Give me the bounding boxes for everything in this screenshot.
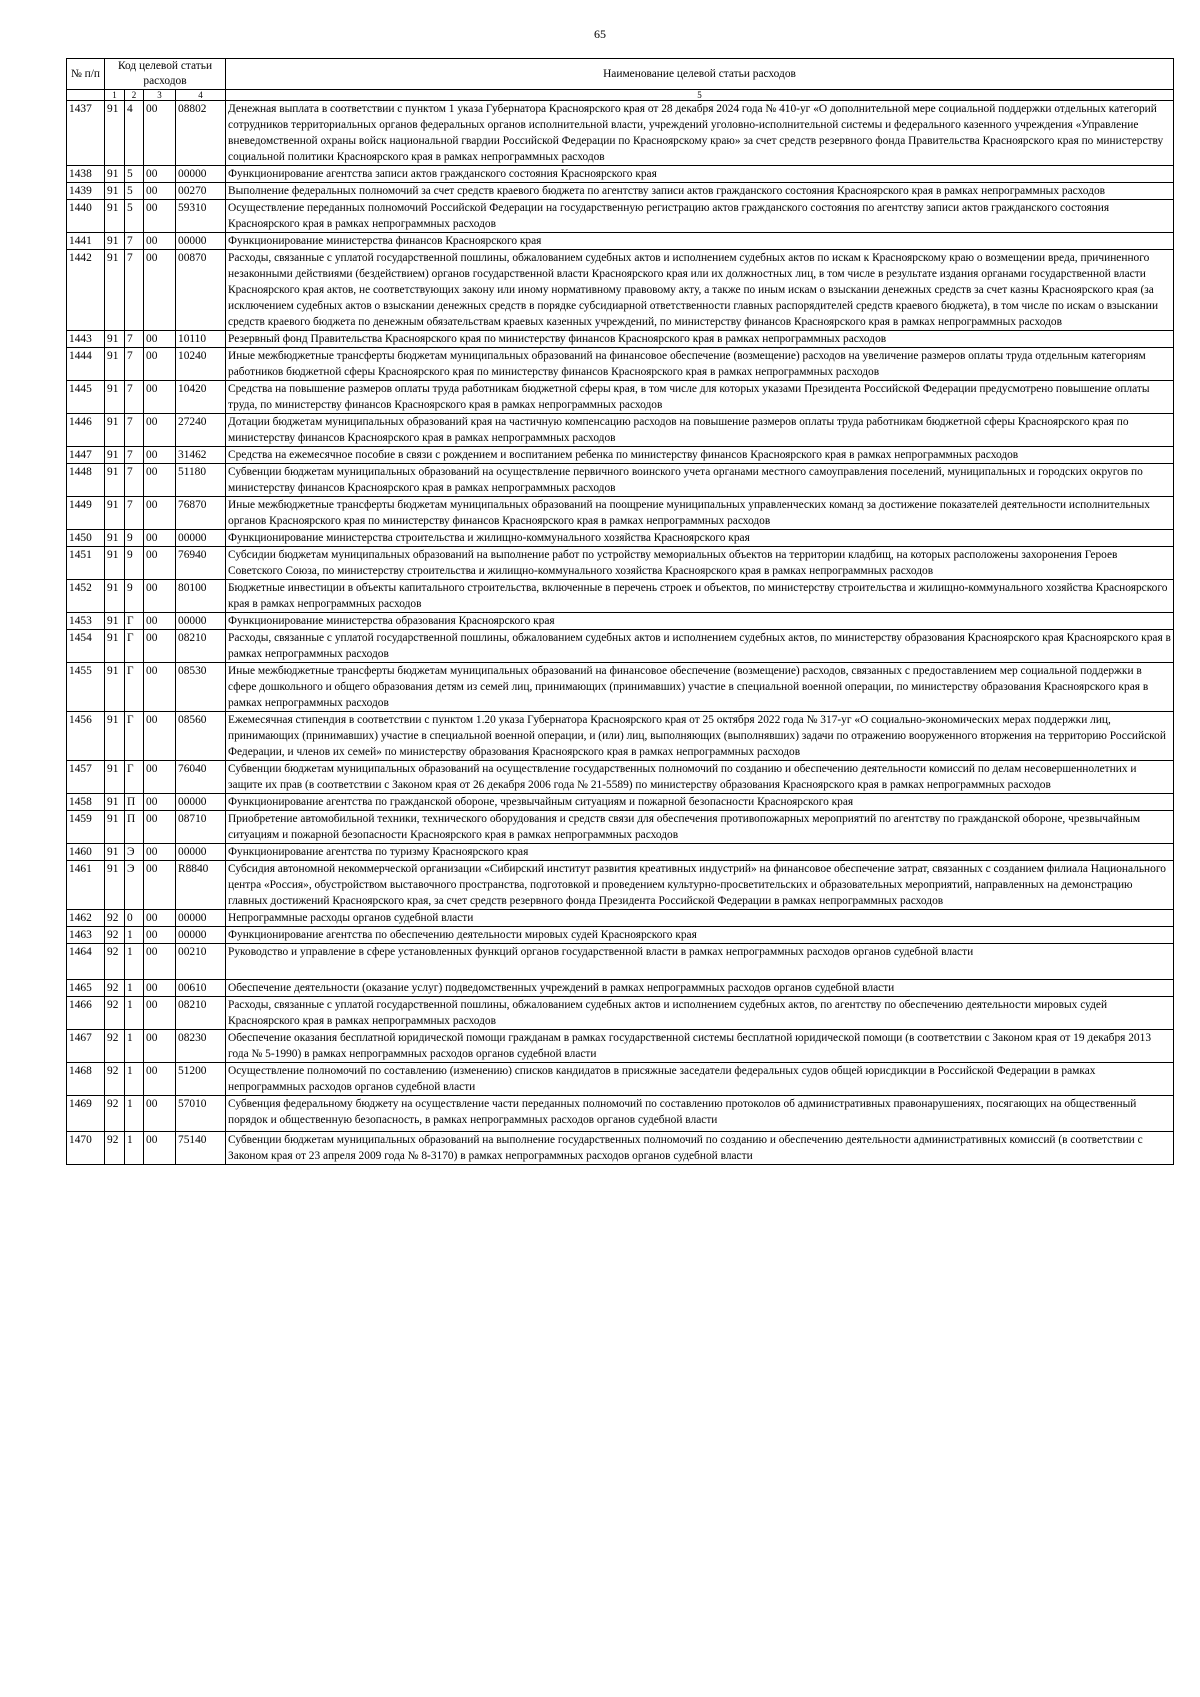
row-number-cell: 1459 xyxy=(67,811,105,844)
col-number: 1 xyxy=(105,90,125,101)
row-name-cell: Обеспечение деятельности (оказание услуг) подведомственных учреждений в рамках непрограммных расходов органов судебной власти xyxy=(226,980,1174,997)
code-2-cell: 9 xyxy=(125,547,144,580)
code-1-cell: 92 xyxy=(105,980,125,997)
code-2-cell: Э xyxy=(125,844,144,861)
row-number-cell: 1456 xyxy=(67,712,105,761)
table-row xyxy=(67,1132,1174,1165)
code-2-cell: 7 xyxy=(125,233,144,250)
row-name-cell: Расходы, связанные с уплатой государственной пошлины, обжалованием судебных актов и исполнением судебных актов, по агентству по обеспечению деятельности мировых судей Красноярского края в рамках непрограммных расходов xyxy=(226,997,1174,1030)
code-3-cell: 00 xyxy=(144,331,176,348)
code-2-cell: 1 xyxy=(125,997,144,1030)
table-row xyxy=(67,861,1174,910)
code-4-cell: 08710 xyxy=(176,811,226,844)
code-2-cell: 1 xyxy=(125,1030,144,1063)
code-4-cell: 76040 xyxy=(176,761,226,794)
row-name-cell: Непрограммные расходы органов судебной власти xyxy=(226,910,1174,927)
row-name-cell: Иные межбюджетные трансферты бюджетам муниципальных образований на финансовое обеспечение (возмещение) расходов, связанных с предоставлением мер социальной поддержки в сфере дошкольного и общего образования детям из семей лиц, принимающих (принимавших) участие в специальной военной операции, по министерству образования Красноярского края в рамках непрограммных расходов xyxy=(226,663,1174,712)
code-4-cell: 08802 xyxy=(176,101,226,166)
row-number-cell: 1446 xyxy=(67,414,105,447)
table-row xyxy=(67,414,1174,447)
row-number-cell: 1452 xyxy=(67,580,105,613)
code-3-cell: 00 xyxy=(144,944,176,980)
table-row xyxy=(67,331,1174,348)
row-name-cell: Средства на ежемесячное пособие в связи с рождением и воспитанием ребенка по министерству финансов Красноярского края в рамках непрограммных расходов xyxy=(226,447,1174,464)
code-1-cell: 92 xyxy=(105,927,125,944)
code-4-cell: 57010 xyxy=(176,1096,226,1132)
code-2-cell: Г xyxy=(125,712,144,761)
row-number-cell: 1450 xyxy=(67,530,105,547)
table-row xyxy=(67,811,1174,844)
code-1-cell: 91 xyxy=(105,844,125,861)
table-row xyxy=(67,183,1174,200)
code-2-cell: 7 xyxy=(125,447,144,464)
row-number-cell: 1464 xyxy=(67,944,105,980)
code-2-cell: П xyxy=(125,811,144,844)
code-2-cell: 4 xyxy=(125,101,144,166)
code-2-cell: 7 xyxy=(125,381,144,414)
code-4-cell: 51200 xyxy=(176,1063,226,1096)
code-3-cell: 00 xyxy=(144,580,176,613)
code-4-cell: 27240 xyxy=(176,414,226,447)
row-name-cell: Приобретение автомобильной техники, технического оборудования и средств связи для обеспечения противопожарных мероприятий по агентству по гражданской обороне, чрезвычайным ситуациям и пожарной безопасности Красноярского края в рамках непрограммных расходов xyxy=(226,811,1174,844)
code-1-cell: 91 xyxy=(105,663,125,712)
table-header xyxy=(67,59,1174,101)
code-3-cell: 00 xyxy=(144,1096,176,1132)
row-name-cell: Субвенция федеральному бюджету на осуществление части переданных полномочий по составлению протоколов об административных правонарушениях, посягающих на общественный порядок и общественную безопасность, в рамках непрограммных расходов органов судебной власти xyxy=(226,1096,1174,1132)
table-row xyxy=(67,761,1174,794)
code-3-cell: 00 xyxy=(144,497,176,530)
code-2-cell: 5 xyxy=(125,166,144,183)
code-1-cell: 92 xyxy=(105,1063,125,1096)
code-2-cell: 7 xyxy=(125,464,144,497)
code-4-cell: 10420 xyxy=(176,381,226,414)
code-4-cell: 76870 xyxy=(176,497,226,530)
row-name-cell: Иные межбюджетные трансферты бюджетам муниципальных образований на поощрение муниципальных управленческих команд за достижение показателей деятельности исполнительных органов Красноярского края по министерству финансов Красноярского края в рамках непрограммных расходов xyxy=(226,497,1174,530)
row-name-cell: Осуществление полномочий по составлению (изменению) списков кандидатов в присяжные заседатели федеральных судов общей юрисдикции в Российской Федерации в рамках непрограммных расходов органов судебной власти xyxy=(226,1063,1174,1096)
code-3-cell: 00 xyxy=(144,811,176,844)
code-2-cell: 1 xyxy=(125,944,144,980)
code-1-cell: 91 xyxy=(105,331,125,348)
table-row xyxy=(67,580,1174,613)
row-number-cell: 1442 xyxy=(67,250,105,331)
col-number: 2 xyxy=(125,90,144,101)
code-2-cell: 1 xyxy=(125,1132,144,1165)
row-name-cell: Функционирование агентства по гражданской обороне, чрезвычайным ситуациям и пожарной безопасности Красноярского края xyxy=(226,794,1174,811)
code-4-cell: 31462 xyxy=(176,447,226,464)
code-3-cell: 00 xyxy=(144,200,176,233)
row-name-cell: Функционирование агентства записи актов гражданского состояния Красноярского края xyxy=(226,166,1174,183)
code-3-cell: 00 xyxy=(144,250,176,331)
code-4-cell: 00270 xyxy=(176,183,226,200)
code-1-cell: 92 xyxy=(105,1030,125,1063)
col-number: 4 xyxy=(176,90,226,101)
table-row xyxy=(67,1063,1174,1096)
table-row xyxy=(67,980,1174,997)
code-2-cell: Г xyxy=(125,613,144,630)
header-code-group: Код целевой статьи расходов xyxy=(105,59,226,90)
row-name-cell: Средства на повышение размеров оплаты труда работникам бюджетной сферы края, в том числе для которых указами Президента Российской Федерации предусмотрено повышение оплаты труда, по министерству финансов Красноярского края в рамках непрограммных расходов xyxy=(226,381,1174,414)
row-number-cell: 1466 xyxy=(67,997,105,1030)
table-row xyxy=(67,233,1174,250)
code-3-cell: 00 xyxy=(144,233,176,250)
code-2-cell: Э xyxy=(125,861,144,910)
code-4-cell: 00000 xyxy=(176,233,226,250)
table-row xyxy=(67,613,1174,630)
table-row xyxy=(67,927,1174,944)
table-row xyxy=(67,497,1174,530)
col-number: 3 xyxy=(144,90,176,101)
row-number-cell: 1458 xyxy=(67,794,105,811)
code-2-cell: 1 xyxy=(125,1063,144,1096)
code-1-cell: 91 xyxy=(105,630,125,663)
row-number-cell: 1468 xyxy=(67,1063,105,1096)
code-1-cell: 91 xyxy=(105,794,125,811)
code-3-cell: 00 xyxy=(144,861,176,910)
code-4-cell: 51180 xyxy=(176,464,226,497)
row-number-cell: 1455 xyxy=(67,663,105,712)
code-2-cell: 1 xyxy=(125,1096,144,1132)
code-2-cell: 9 xyxy=(125,530,144,547)
code-1-cell: 91 xyxy=(105,580,125,613)
header-name: Наименование целевой статьи расходов xyxy=(226,59,1174,90)
code-1-cell: 92 xyxy=(105,997,125,1030)
row-number-cell: 1445 xyxy=(67,381,105,414)
code-4-cell: 08530 xyxy=(176,663,226,712)
code-4-cell: 00000 xyxy=(176,613,226,630)
row-name-cell: Расходы, связанные с уплатой государственной пошлины, обжалованием судебных актов и исполнением судебных актов по искам к Красноярскому краю о возмещении вреда, причиненного незаконными действиями (бездействием) органов государственной власти Красноярского края или их должностных лиц, в том числе в результате издания органами государственной власти Красноярского края актов, не соответствующих закону или иному нормативному правовому акту, а также по иным искам о взыскании денежных средств за счет казны Красноярского края (за исключением судебных актов о взыскании денежных средств в порядке субсидиарной ответственности главных распорядителей средств краевого бюджета), в том числе по искам о взыскании средств краевого бюджета по денежным обязательствам краевых казенных учреждений, по министерству финансов Красноярского края в рамках непрограммных расходов xyxy=(226,250,1174,331)
table-row xyxy=(67,547,1174,580)
code-3-cell: 00 xyxy=(144,794,176,811)
code-4-cell: 59310 xyxy=(176,200,226,233)
row-name-cell: Функционирование министерства строительства и жилищно-коммунального хозяйства Красноярского края xyxy=(226,530,1174,547)
page-number: 65 xyxy=(594,27,606,41)
code-3-cell: 00 xyxy=(144,1132,176,1165)
table-row xyxy=(67,530,1174,547)
table-row xyxy=(67,663,1174,712)
col-number: 5 xyxy=(226,90,1174,101)
row-name-cell: Функционирование министерства финансов Красноярского края xyxy=(226,233,1174,250)
code-3-cell: 00 xyxy=(144,663,176,712)
code-4-cell: 00870 xyxy=(176,250,226,331)
code-1-cell: 92 xyxy=(105,1096,125,1132)
code-1-cell: 91 xyxy=(105,530,125,547)
code-4-cell: 76940 xyxy=(176,547,226,580)
code-1-cell: 91 xyxy=(105,447,125,464)
row-name-cell: Выполнение федеральных полномочий за счет средств краевого бюджета по агентству записи актов гражданского состояния Красноярского края в рамках непрограммных расходов xyxy=(226,183,1174,200)
code-3-cell: 00 xyxy=(144,1030,176,1063)
code-2-cell: 7 xyxy=(125,348,144,381)
row-number-cell: 1460 xyxy=(67,844,105,861)
row-name-cell: Иные межбюджетные трансферты бюджетам муниципальных образований на финансовое обеспечение (возмещение) расходов на увеличение размеров оплаты труда отдельным категориям работников бюджетной сферы Красноярского края по министерству финансов Красноярского края в рамках непрограммных расходов xyxy=(226,348,1174,381)
code-1-cell: 91 xyxy=(105,861,125,910)
code-4-cell: 80100 xyxy=(176,580,226,613)
code-1-cell: 91 xyxy=(105,233,125,250)
code-1-cell: 91 xyxy=(105,166,125,183)
row-name-cell: Субвенции бюджетам муниципальных образований на осуществление государственных полномочий по созданию и обеспечению деятельности комиссий по делам несовершеннолетних и защите их прав (в соответствии с Законом края от 26 декабря 2006 года № 21-5589) по министерству образования Красноярского края в рамках непрограммных расходов xyxy=(226,761,1174,794)
code-3-cell: 00 xyxy=(144,183,176,200)
row-name-cell: Дотации бюджетам муниципальных образований края на частичную компенсацию расходов на повышение размеров оплаты труда работникам бюджетной сферы Красноярского края по министерству финансов Красноярского края в рамках непрограммных расходов xyxy=(226,414,1174,447)
col-number xyxy=(67,90,105,101)
row-number-cell: 1449 xyxy=(67,497,105,530)
row-number-cell: 1461 xyxy=(67,861,105,910)
code-1-cell: 91 xyxy=(105,761,125,794)
row-name-cell: Субсидия автономной некоммерческой организации «Сибирский институт развития креативных индустрий» на финансовое обеспечение затрат, связанных с созданием филиала Национального центра «Россия», обустройством выставочного пространства, подготовкой и проведением культурно-просветительских и образовательных мероприятий, направленных на демонстрацию главных достижений Красноярского края, за счет средств резервного фонда Президента Российской Федерации в рамках непрограммных расходов xyxy=(226,861,1174,910)
code-4-cell: 08210 xyxy=(176,997,226,1030)
table-body xyxy=(67,101,1174,1165)
code-1-cell: 91 xyxy=(105,200,125,233)
table-row xyxy=(67,910,1174,927)
table-row xyxy=(67,447,1174,464)
code-3-cell: 00 xyxy=(144,630,176,663)
row-number-cell: 1441 xyxy=(67,233,105,250)
code-3-cell: 00 xyxy=(144,613,176,630)
row-name-cell: Расходы, связанные с уплатой государственной пошлины, обжалованием судебных актов и исполнением судебных актов, по министерству образования Красноярского края Красноярского края в рамках непрограммных расходов xyxy=(226,630,1174,663)
code-1-cell: 91 xyxy=(105,101,125,166)
table-row xyxy=(67,997,1174,1030)
code-3-cell: 00 xyxy=(144,1063,176,1096)
row-name-cell: Субвенции бюджетам муниципальных образований на выполнение государственных полномочий по созданию и обеспечению деятельности административных комиссий (в соответствии с Законом края от 23 апреля 2009 года № 8-3170) в рамках непрограммных расходов органов судебной власти xyxy=(226,1132,1174,1165)
header-num: № п/п xyxy=(67,59,105,90)
code-3-cell: 00 xyxy=(144,348,176,381)
code-1-cell: 91 xyxy=(105,414,125,447)
row-number-cell: 1447 xyxy=(67,447,105,464)
code-3-cell: 00 xyxy=(144,414,176,447)
row-number-cell: 1470 xyxy=(67,1132,105,1165)
row-name-cell: Функционирование агентства по обеспечению деятельности мировых судей Красноярского края xyxy=(226,927,1174,944)
row-name-cell: Руководство и управление в сфере установленных функций органов государственной власти в рамках непрограммных расходов органов судебной власти xyxy=(226,944,1174,980)
code-2-cell: Г xyxy=(125,761,144,794)
row-number-cell: 1440 xyxy=(67,200,105,233)
code-3-cell: 00 xyxy=(144,712,176,761)
table-row xyxy=(67,630,1174,663)
row-name-cell: Субвенции бюджетам муниципальных образований на осуществление первичного воинского учета органами местного самоуправления поселений, муниципальных и городских округов по министерству финансов Красноярского края в рамках непрограммных расходов xyxy=(226,464,1174,497)
table-row xyxy=(67,1030,1174,1063)
row-number-cell: 1467 xyxy=(67,1030,105,1063)
code-2-cell: 9 xyxy=(125,580,144,613)
row-number-cell: 1469 xyxy=(67,1096,105,1132)
code-4-cell: 00000 xyxy=(176,794,226,811)
code-2-cell: П xyxy=(125,794,144,811)
row-number-cell: 1437 xyxy=(67,101,105,166)
row-name-cell: Резервный фонд Правительства Красноярского края по министерству финансов Красноярского края в рамках непрограммных расходов xyxy=(226,331,1174,348)
code-2-cell: 1 xyxy=(125,980,144,997)
code-3-cell: 00 xyxy=(144,464,176,497)
code-4-cell: 00000 xyxy=(176,166,226,183)
code-2-cell: 7 xyxy=(125,331,144,348)
row-number-cell: 1443 xyxy=(67,331,105,348)
column-number-row xyxy=(67,90,1174,101)
table-row xyxy=(67,844,1174,861)
code-4-cell: 00210 xyxy=(176,944,226,980)
code-1-cell: 91 xyxy=(105,250,125,331)
code-1-cell: 91 xyxy=(105,497,125,530)
code-1-cell: 91 xyxy=(105,811,125,844)
budget-table xyxy=(66,58,1174,1165)
row-number-cell: 1439 xyxy=(67,183,105,200)
code-3-cell: 00 xyxy=(144,530,176,547)
code-3-cell: 00 xyxy=(144,997,176,1030)
table-row xyxy=(67,166,1174,183)
row-name-cell: Субсидии бюджетам муниципальных образований на выполнение работ по устройству мемориальных объектов на территории кладбищ, на которых расположены захоронения Героев Советского Союза, по министерству строительства и жилищно-коммунального хозяйства Красноярского края в рамках непрограммных расходов xyxy=(226,547,1174,580)
table-row xyxy=(67,101,1174,166)
code-1-cell: 92 xyxy=(105,910,125,927)
code-2-cell: 7 xyxy=(125,250,144,331)
row-number-cell: 1462 xyxy=(67,910,105,927)
code-3-cell: 00 xyxy=(144,547,176,580)
code-3-cell: 00 xyxy=(144,101,176,166)
table-row xyxy=(67,944,1174,980)
table-row xyxy=(67,1096,1174,1132)
table-row xyxy=(67,381,1174,414)
code-1-cell: 92 xyxy=(105,1132,125,1165)
row-number-cell: 1463 xyxy=(67,927,105,944)
row-number-cell: 1453 xyxy=(67,613,105,630)
code-4-cell: 10240 xyxy=(176,348,226,381)
table-row xyxy=(67,712,1174,761)
code-2-cell: 5 xyxy=(125,200,144,233)
row-number-cell: 1451 xyxy=(67,547,105,580)
code-1-cell: 91 xyxy=(105,464,125,497)
code-1-cell: 91 xyxy=(105,547,125,580)
code-2-cell: 1 xyxy=(125,927,144,944)
row-name-cell: Обеспечение оказания бесплатной юридической помощи гражданам в рамках государственной системы бесплатной юридической помощи (в соответствии с Законом края от 19 декабря 2013 года № 5-1990) в рамках непрограммных расходов органов судебной власти xyxy=(226,1030,1174,1063)
code-2-cell: 7 xyxy=(125,497,144,530)
code-1-cell: 91 xyxy=(105,348,125,381)
code-3-cell: 00 xyxy=(144,166,176,183)
code-2-cell: 5 xyxy=(125,183,144,200)
row-number-cell: 1465 xyxy=(67,980,105,997)
code-4-cell: 00000 xyxy=(176,844,226,861)
code-4-cell: 75140 xyxy=(176,1132,226,1165)
row-name-cell: Ежемесячная стипендия в соответствии с пунктом 1.20 указа Губернатора Красноярского края от 25 октября 2022 года № 317-уг «О социально-экономических мерах поддержки лиц, принимающих (принимавших) участие в специальной военной операции, и (или) лиц, выполняющих (выполнявших) задачи по отражению вооруженного вторжения на территорию Российской Федерации, и членов их семей» по министерству образования Красноярского края в рамках непрограммных расходов xyxy=(226,712,1174,761)
code-4-cell: 08560 xyxy=(176,712,226,761)
code-3-cell: 00 xyxy=(144,447,176,464)
code-2-cell: 7 xyxy=(125,414,144,447)
code-3-cell: 00 xyxy=(144,381,176,414)
row-name-cell: Функционирование министерства образования Красноярского края xyxy=(226,613,1174,630)
code-1-cell: 91 xyxy=(105,183,125,200)
code-4-cell: 10110 xyxy=(176,331,226,348)
row-number-cell: 1448 xyxy=(67,464,105,497)
row-name-cell: Осуществление переданных полномочий Российской Федерации на государственную регистрацию актов гражданского состояния по агентству записи актов гражданского состояния Красноярского края в рамках непрограммных расходов xyxy=(226,200,1174,233)
code-4-cell: 00000 xyxy=(176,927,226,944)
table-row xyxy=(67,464,1174,497)
code-2-cell: Г xyxy=(125,663,144,712)
row-number-cell: 1457 xyxy=(67,761,105,794)
table-row xyxy=(67,348,1174,381)
row-number-cell: 1438 xyxy=(67,166,105,183)
row-name-cell: Денежная выплата в соответствии с пунктом 1 указа Губернатора Красноярского края от 28 декабря 2024 года № 410-уг «О дополнительной мере социальной поддержки отдельных категорий сотрудников территориальных органов федеральных органов исполнительной власти, учреждений уголовно-исполнительной системы и федерального казенного учреждения «Управление вневедомственной охраны войск национальной гвардии Российской Федерации по Красноярскому краю» за счет средств резервного фонда Правительства Красноярского края по министерству социальной политики Красноярского края в рамках непрограммных расходов xyxy=(226,101,1174,166)
code-3-cell: 00 xyxy=(144,761,176,794)
row-name-cell: Бюджетные инвестиции в объекты капитального строительства, включенные в перечень строек и объектов, по министерству строительства и жилищно-коммунального хозяйства Красноярского края в рамках непрограммных расходов xyxy=(226,580,1174,613)
code-2-cell: Г xyxy=(125,630,144,663)
code-3-cell: 00 xyxy=(144,844,176,861)
code-1-cell: 92 xyxy=(105,944,125,980)
code-1-cell: 91 xyxy=(105,613,125,630)
code-3-cell: 00 xyxy=(144,980,176,997)
row-name-cell: Функционирование агентства по туризму Красноярского края xyxy=(226,844,1174,861)
code-4-cell: R8840 xyxy=(176,861,226,910)
code-4-cell: 00610 xyxy=(176,980,226,997)
code-1-cell: 91 xyxy=(105,712,125,761)
row-number-cell: 1454 xyxy=(67,630,105,663)
row-number-cell: 1444 xyxy=(67,348,105,381)
code-3-cell: 00 xyxy=(144,927,176,944)
table-row xyxy=(67,200,1174,233)
code-3-cell: 00 xyxy=(144,910,176,927)
code-4-cell: 08210 xyxy=(176,630,226,663)
code-2-cell: 0 xyxy=(125,910,144,927)
code-4-cell: 00000 xyxy=(176,530,226,547)
code-1-cell: 91 xyxy=(105,381,125,414)
code-4-cell: 08230 xyxy=(176,1030,226,1063)
table-row xyxy=(67,794,1174,811)
table-row xyxy=(67,250,1174,331)
code-4-cell: 00000 xyxy=(176,910,226,927)
